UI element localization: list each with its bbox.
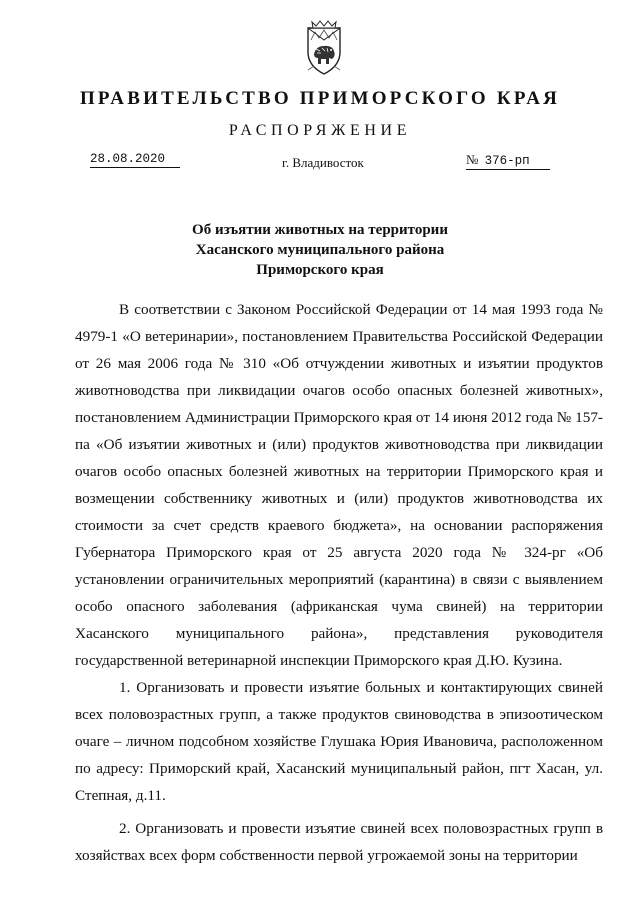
coat-of-arms-icon — [302, 18, 346, 78]
document-number — [466, 152, 550, 170]
heading-line-2: Хасанского муниципального района — [195, 242, 445, 258]
heading-line-3: Приморского края — [256, 262, 384, 278]
document-heading — [0, 220, 640, 280]
document-body — [75, 296, 603, 869]
document-type: РАСПОРЯЖЕНИЕ — [228, 122, 412, 139]
heading-line-1: Об изъятии животных на территории — [192, 222, 448, 238]
item-1-paragraph: 1. Организовать и провести изъятие больных и контактирующих свиней всех половозрастных групп, а также продуктов свиноводства в эпизоотическом очаге – личном подсобном хозяйстве Глушака Юрия Ивановича, расположенном по адресу: Приморский край, Хасанский муниципальный район, пгт Хасан, ул. Степная, д.11. — [75, 679, 603, 804]
number-sign: № — [466, 152, 479, 167]
item-2-paragraph: 2. Организовать и провести изъятие свиней всех половозрастных групп в хозяйствах всех форм собственности первой угрожаемой зоны на территории — [75, 820, 603, 864]
preamble-paragraph: В соответствии с Законом Российской Федерации от 14 мая 1993 года № 4979-1 «О ветеринарии», постановлением Правительства Российской Федерации от 26 мая 2006 года № 310 «Об отчуждении животных и изъятии продуктов животноводства при ликвидации очагов особо опасных болезней животных», постановлением Администрации Приморского края от 14 июня 2012 года № 157-па «Об изъятии животных и (или) продуктов животноводства при ликвидации очагов особо опасных болезней животных на территории Приморского края и возмещении собственнику животных и (или) продуктов животноводства их стоимости за счет средств краевого бюджета», на основании распоряжения Губернатора Приморского края от 25 августа 2020 года № 324-рг «Об установлении ограничительных мероприятий (карантина) в связи с выявлением особо опасного заболевания (африканская чума свиней) на территории Хасанского муниципального района», представления руководителя государственной ветеринарной инспекции Приморского края Д.Ю. Кузина. — [75, 301, 603, 669]
government-title: ПРАВИТЕЛЬСТВО ПРИМОРСКОГО КРАЯ — [79, 88, 561, 109]
document-city: г. Владивосток — [282, 155, 364, 170]
number-value: 376-рп — [484, 154, 530, 168]
document-date: 28.08.2020 — [90, 152, 180, 168]
